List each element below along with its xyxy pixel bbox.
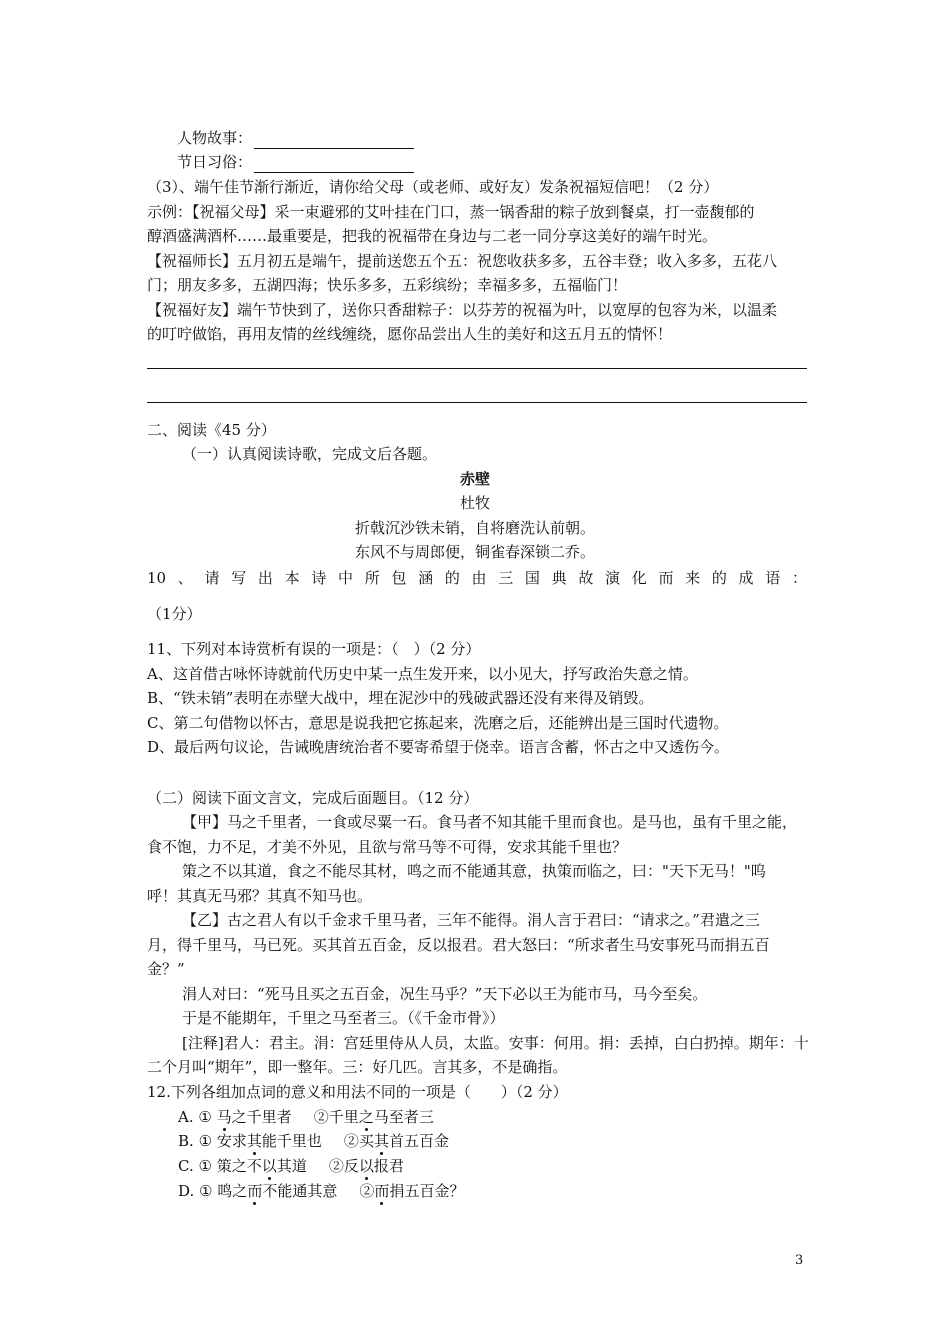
question-10-char: 的 xyxy=(444,569,460,587)
question-11-option-c: C、第二句借物以怀古，意思是说我把它拣起来，洗磨之后，还能辨出是三国时代遗物。 xyxy=(147,714,729,732)
poem-line-2: 东风不与周郎便，铜雀春深锁二乔。 xyxy=(354,543,595,561)
story-label: 人物故事： xyxy=(177,129,253,147)
section-2-heading: 二、阅读《45 分） xyxy=(147,421,276,439)
question-11-option-b: B、“铁未销”表明在赤壁大战中，埋在泥沙中的残破武器还没有来得及销毁。 xyxy=(147,689,654,707)
question-12: 12.下列各组加点词的意义和用法不同的一项是（ ）（2 分） xyxy=(147,1083,568,1101)
question-12-option-a: A. ① 马之千里者 ②千里之马至者三 xyxy=(178,1108,434,1126)
question-10-char: 演 xyxy=(605,569,621,587)
option-c-part-1: ① 策之不以其道 xyxy=(198,1157,307,1175)
example-teacher-2: 门；朋友多多，五湖四海；快乐多多，五彩缤纷；幸福多多，五福临门！ xyxy=(147,276,628,294)
option-a-part-1: ① 马之千里者 xyxy=(198,1108,292,1126)
option-d-part-2: ②而捐五百金？ xyxy=(359,1182,465,1200)
poem-title: 赤壁 xyxy=(459,470,490,488)
example-friend-1: 【祝福好友】端午节快到了，送你只香甜粽子：以芬芳的祝福为叶，以宽厚的包容为米，以温柔 xyxy=(147,301,778,319)
question-10-char: 的 xyxy=(711,569,727,587)
custom-answer-blank[interactable] xyxy=(254,156,414,173)
answer-line-2[interactable] xyxy=(147,402,807,403)
poem-author: 杜牧 xyxy=(459,494,490,512)
custom-label: 节日习俗： xyxy=(177,153,253,171)
question-10-char: 化 xyxy=(631,569,647,587)
poem-line-1: 折戟沉沙铁未销，自将磨洗认前朝。 xyxy=(354,519,595,537)
passage-yi-line-1: 【乙】古之君人有以千金求千里马者，三年不能得。涓人言于君曰：“请求之。”君遣之三 xyxy=(182,911,760,929)
question-10-char: 涵 xyxy=(418,569,434,587)
question-3: （3）、端午佳节渐行渐近，请你给父母（或老师、或好友）发条祝福短信吧！（2 分） xyxy=(147,178,719,196)
answer-line-1[interactable] xyxy=(147,368,807,369)
option-a-part-2: ②千里之马至者三 xyxy=(313,1108,434,1126)
story-answer-blank[interactable] xyxy=(254,132,414,149)
question-10-char: 而 xyxy=(658,569,674,587)
option-c-part-2: ②反以报君 xyxy=(328,1157,404,1175)
example-parents-1: 示例：【祝福父母】采一束避邪的艾叶挂在门口，蒸一锅香甜的粽子放到餐桌，打一壶馥郁的 xyxy=(147,203,755,221)
passage-yi-line-3: 金？” xyxy=(147,960,185,978)
passage-yi-line-5: 于是不能期年，千里之马至者三。（《千金市骨》） xyxy=(182,1009,505,1027)
passage-jia-line-1: 【甲】马之千里者，一食或尽粟一石。食马者不知其能千里而食也。是马也，虽有千里之能， xyxy=(182,813,798,831)
question-12-option-c: C. ① 策之不以其道 ②反以报君 xyxy=(178,1157,404,1175)
question-10-char: 典 xyxy=(551,569,567,587)
question-10-char: 10 xyxy=(147,569,167,587)
example-friend-2: 的叮咛做馅，再用友情的丝线缠绕，愿你品尝出人生的美好和这五月五的情怀！ xyxy=(147,325,673,343)
question-10-char: 、 xyxy=(177,569,193,587)
question-10-char: 来 xyxy=(685,569,701,587)
option-b-part-2: ②买其首五百金 xyxy=(343,1132,450,1150)
question-12-option-b: B. ① 安求其能千里也 ②买其首五百金 xyxy=(178,1132,450,1150)
question-10-char: 诗 xyxy=(311,569,327,587)
question-10-char: 三 xyxy=(498,569,514,587)
question-10-char: 写 xyxy=(231,569,247,587)
question-10-char: 成 xyxy=(738,569,754,587)
annotation-line-1: [注释]君人：君主。涓：宫廷里侍从人员，太监。安事：何用。捐：丢掉，白白扔掉。期年：十 xyxy=(182,1034,809,1052)
question-10-char: 包 xyxy=(391,569,407,587)
question-10-char: 出 xyxy=(257,569,273,587)
annotation-line-2: 二个月叫“期年”，即一整年。三：好几匹。言其多，不是确指。 xyxy=(147,1058,568,1076)
question-10-char: 中 xyxy=(338,569,354,587)
passage-jia-line-2: 食不饱，力不足，才美不外见，且欲与常马等不可得，安求其能千里也？ xyxy=(147,838,628,856)
question-10-char: 国 xyxy=(524,569,540,587)
example-parents-2: 醇酒盛满酒杯……最重要是，把我的祝福带在身边与二老一同分享这美好的端午时光。 xyxy=(147,227,718,245)
option-b-part-1: ① 安求其能千里也 xyxy=(198,1132,322,1150)
question-10 xyxy=(147,567,807,589)
question-12-option-d: D. ① 鸣之而不能通其意 ②而捐五百金？ xyxy=(178,1182,465,1200)
example-teacher-1: 【祝福师长】五月初五是端午，提前送您五个五：祝您收获多多，五谷丰登；收入多多，五花八 xyxy=(147,252,778,270)
part-2-heading: （二）阅读下面文言文，完成后面题目。（12 分） xyxy=(147,789,479,807)
page-number: 3 xyxy=(795,1253,804,1268)
question-11: 11、下列对本诗赏析有误的一项是：（ ）（2 分） xyxy=(147,640,481,658)
passage-jia-line-3: 策之不以其道，食之不能尽其材，鸣之而不能通其意，执策而临之，曰："天下无马！"呜 xyxy=(182,862,766,880)
question-10-char: 所 xyxy=(364,569,380,587)
passage-yi-line-2: 月，得千里马，马已死。买其首五百金，反以报君。君大怒曰：“所求者生马安事死马而捐五百 xyxy=(147,936,770,954)
question-10-char: ： xyxy=(791,569,807,587)
question-10-char: 由 xyxy=(471,569,487,587)
part-1-instruction: （一）认真阅读诗歌，完成文后各题。 xyxy=(182,445,438,463)
question-10-char: 故 xyxy=(578,569,594,587)
fill-line-story xyxy=(177,127,414,149)
question-11-option-d: D、最后两句议论，告诫晚唐统治者不要寄希望于侥幸。语言含蓄，怀古之中又透伤今。 xyxy=(147,738,730,756)
question-11-option-a: A、这首借古咏怀诗就前代历史中某一点生发开来，以小见大，抒写政治失意之情。 xyxy=(147,665,698,683)
passage-yi-line-4: 涓人对曰：“死马且买之五百金，况生马乎？”天下必以王为能市马，马今至矣。 xyxy=(182,985,708,1003)
question-10-char: 请 xyxy=(204,569,220,587)
question-10-score: （1分） xyxy=(147,605,202,623)
option-d-part-1: ① 鸣之而不能通其意 xyxy=(199,1182,338,1200)
fill-line-custom xyxy=(177,151,414,173)
question-10-char: 语 xyxy=(765,569,781,587)
passage-jia-line-4: 呼！其真无马邪？其真不知马也。 xyxy=(147,887,373,905)
question-10-char: 本 xyxy=(284,569,300,587)
